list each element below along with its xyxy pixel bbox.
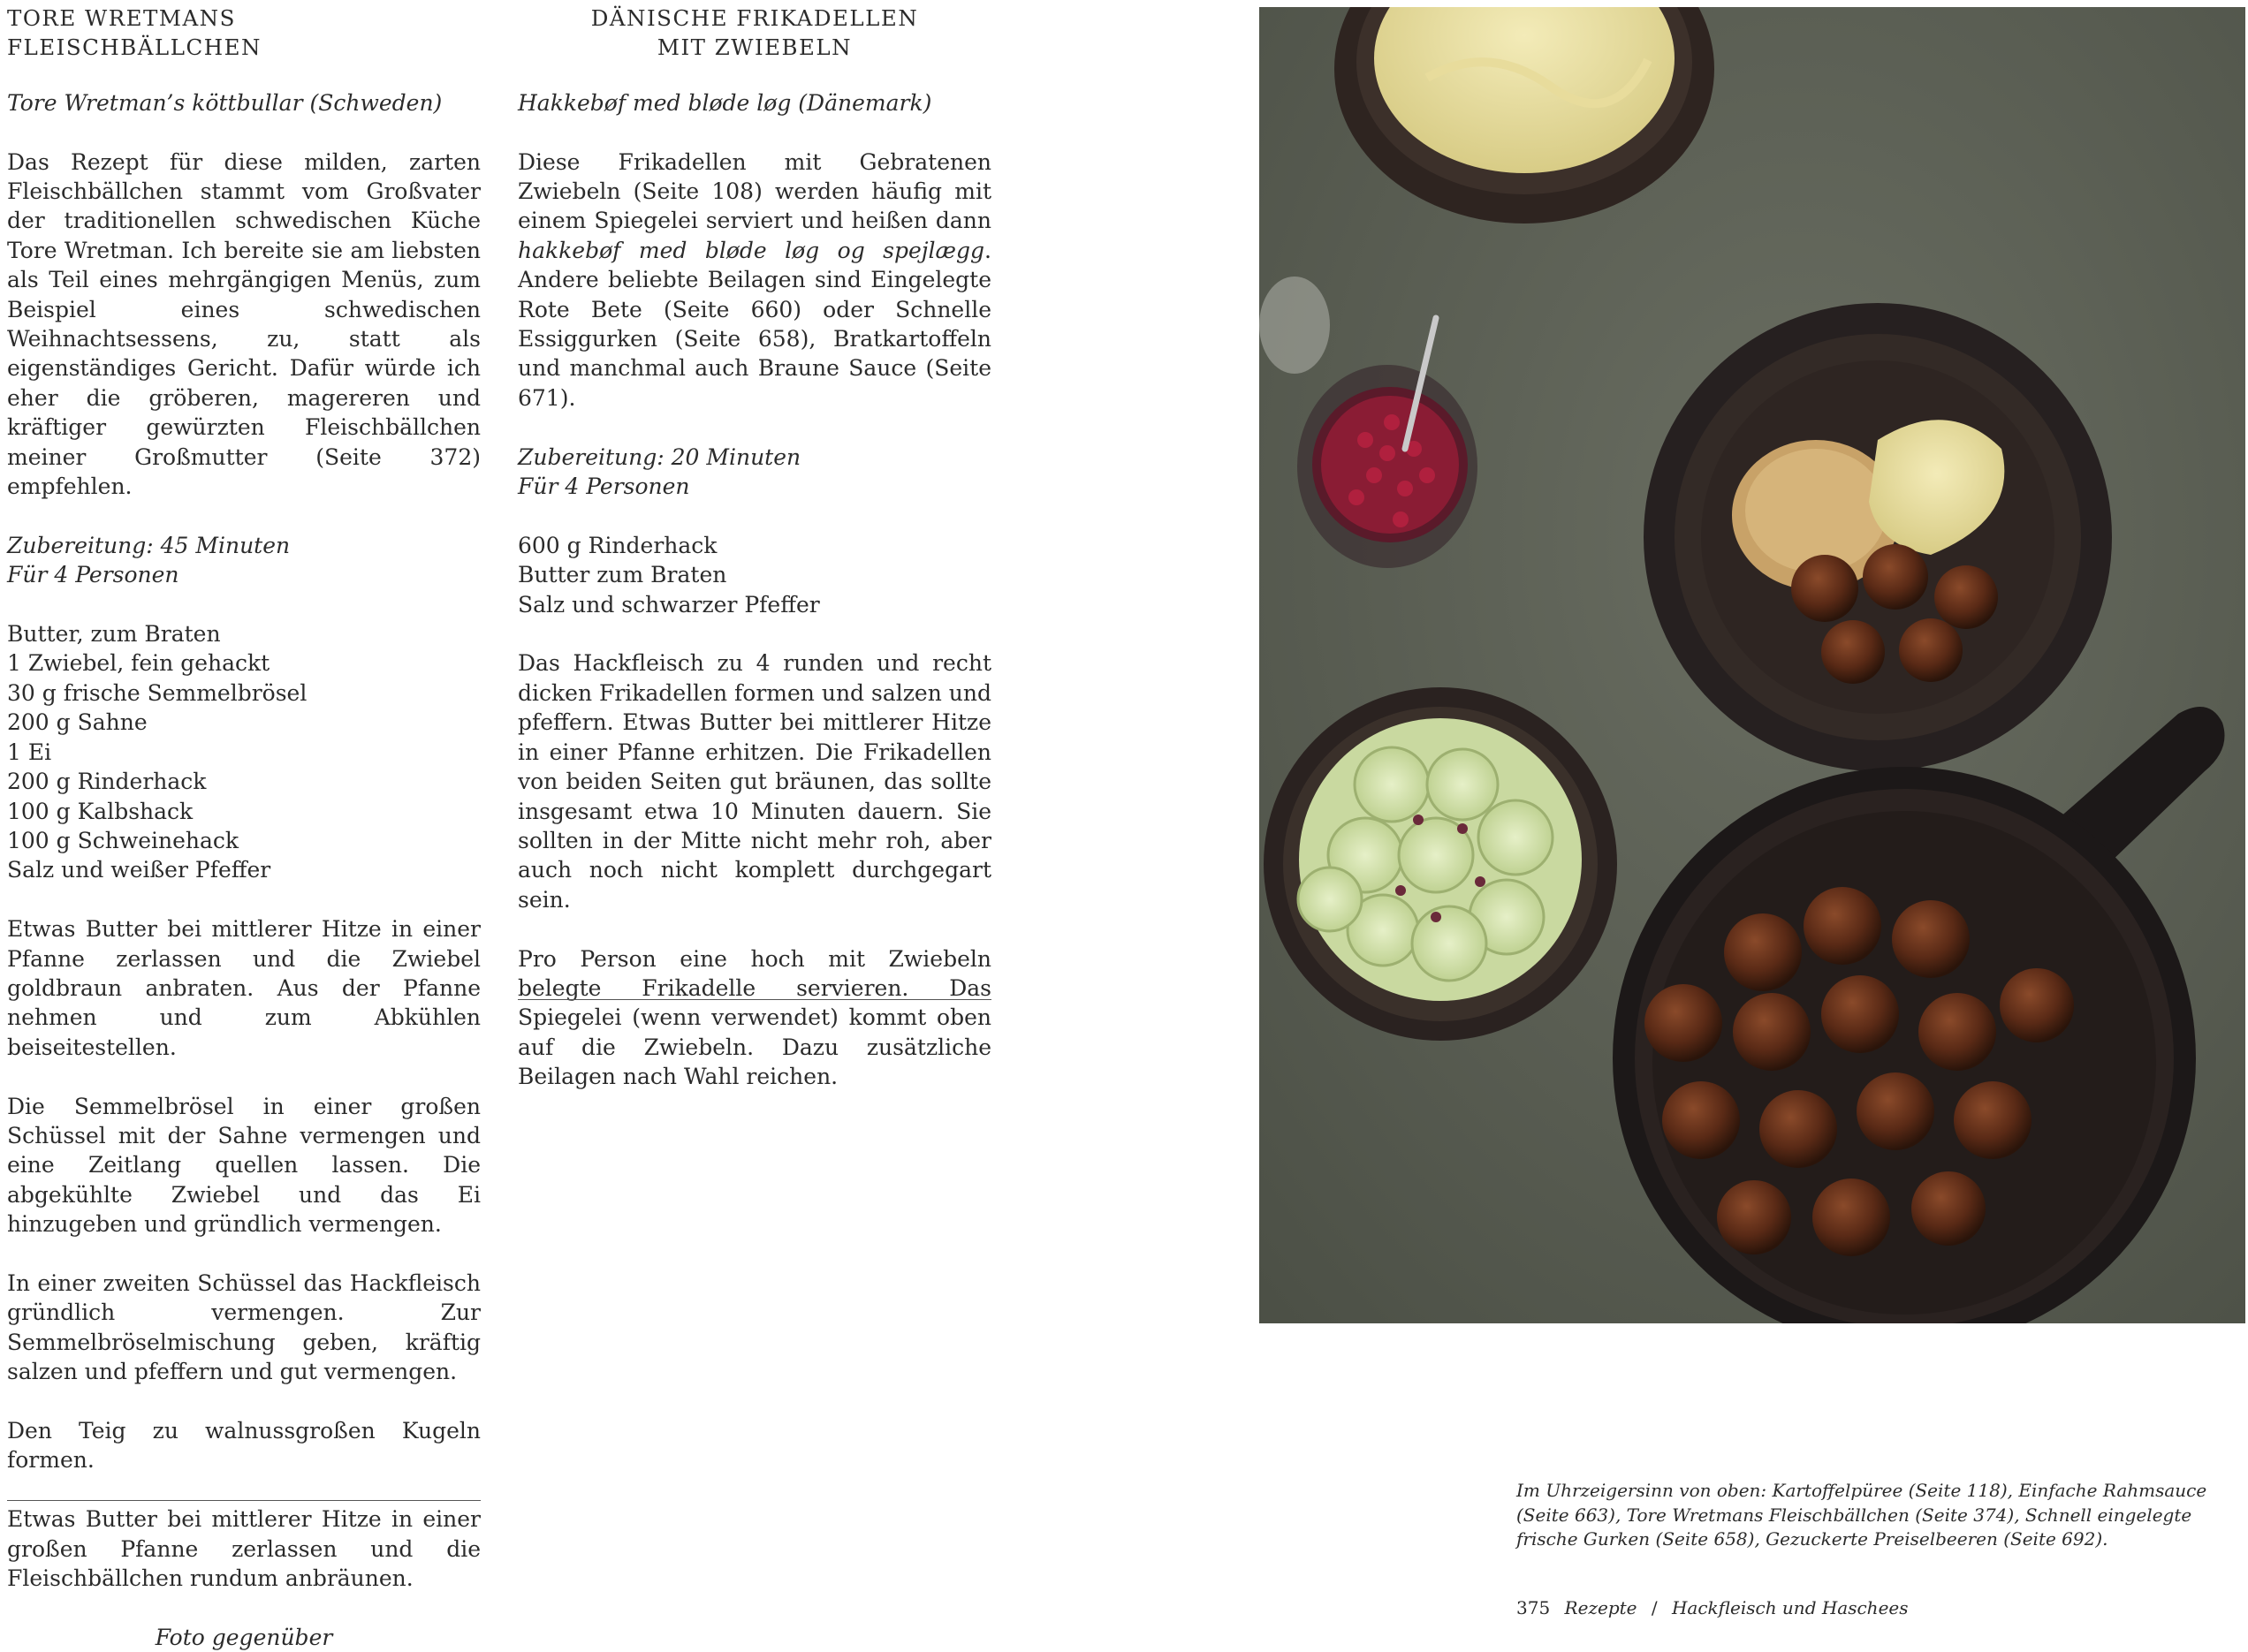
ingredient: 600 g Rinderhack bbox=[518, 532, 718, 558]
recipe-1-title: TORE WRETMANS FLEISCHBÄLLCHEN bbox=[7, 5, 262, 61]
ingredient: 1 Zwiebel, fein gehackt bbox=[7, 650, 270, 677]
cucumber-salad-bowl bbox=[1264, 687, 1617, 1041]
footer-separator: / bbox=[1651, 1597, 1658, 1618]
recipe-1-step: Etwas Butter bei mittlerer Hitze in einer Pfanne zerlassen und die Zwiebel goldbraun anbraten. Aus der Pfanne nehmen und zum Abkühlen beiseitestellen. bbox=[7, 916, 481, 1060]
recipe-1-intro: Das Rezept für diese milden, zarten Fleischbällchen stammt vom Großvater der traditionellen schwedischen Küche Tore Wretman. Ich bereite sie am liebsten als Teil eines mehrgängigen Menüs, zum Beispiel eines schwedischen Weihnachtsessens, zu, statt als eigenständiges Gericht. Dafür würde ich eher die gröberen, magereren und kräftiger gewürzten Fleischbällchen meiner Großmutter (Seite 372) empfehlen. bbox=[7, 148, 481, 500]
recipe-1-step: Den Teig zu walnussgroßen Kugeln formen. bbox=[7, 1417, 481, 1474]
recipe-1-step: Die Semmelbrösel in einer großen Schüssel mit der Sahne vermengen und eine Zeitlang quellen lassen. Die abgekühlte Zwiebel und das Ei hinzugeben und gründlich vermengen. bbox=[7, 1093, 481, 1238]
ingredient: Salz und weißer Pfeffer bbox=[7, 857, 271, 883]
ingredient: Butter zum Braten bbox=[518, 562, 727, 588]
recipe-1-column bbox=[7, 0, 481, 1652]
recipe-1-step: In einer zweiten Schüssel das Hackfleisch gründlich vermengen. Zur Semmelbröselmischung geben, kräftig salzen und pfeffern und gut vermengen. bbox=[7, 1269, 481, 1385]
food-photo bbox=[1259, 7, 2245, 1323]
recipe-2-subtitle: Hakkebøf med bløde løg (Dänemark) bbox=[518, 89, 932, 116]
recipe-2-intro: Diese Frikadellen mit Gebratenen Zwiebeln (Seite 108) werden häufig mit einem Spiegelei serviert und heißen dann hakkebøf med bløde løg og spejlægg. Andere beliebte Beilagen sind Eingelegte Rote Bete (Seite 660) oder Schnelle Essiggurken (Seite 658), Bratkartoffeln und manchmal auch Braune Sauce (Seite 671). bbox=[518, 148, 991, 411]
footer-section: Rezepte bbox=[1564, 1597, 1637, 1618]
ingredient: 200 g Sahne bbox=[7, 709, 148, 736]
ingredient: 30 g frische Semmelbrösel bbox=[7, 679, 308, 706]
recipe-2-end-rule bbox=[518, 999, 991, 1000]
recipe-2-title-line-2: MIT ZWIEBELN bbox=[657, 34, 853, 61]
ingredient: 200 g Rinderhack bbox=[7, 769, 207, 795]
recipe-1-prep-time: Zubereitung: 45 Minuten bbox=[7, 532, 291, 558]
ingredient: 100 g Schweinehack bbox=[7, 827, 239, 853]
photo-caption: Im Uhrzeigersinn von oben: Kartoffelpüree (Seite 118), Einfache Rahmsauce (Seite 663), Tore Wretmans Fleischbällchen (Seite 374), Schnell eingelegte frische Gurken (Seite 658), Gezuckerte Preiselbeeren (Seite 692). bbox=[1516, 1480, 2207, 1550]
ingredient: Butter, zum Braten bbox=[7, 621, 221, 648]
footer-chapter: Hackfleisch und Haschees bbox=[1671, 1597, 1909, 1618]
recipe-2-title-line-1: DÄNISCHE FRIKADELLEN bbox=[590, 5, 919, 31]
page-number: 375 bbox=[1516, 1597, 1551, 1618]
recipe-1-end-rule bbox=[7, 1500, 481, 1501]
ingredient: 1 Ei bbox=[7, 739, 52, 765]
recipe-2-servings: Für 4 Personen bbox=[518, 474, 690, 500]
ingredient: Salz und schwarzer Pfeffer bbox=[518, 591, 820, 618]
recipe-1-step: Etwas Butter bei mittlerer Hitze in einer großen Pfanne zerlassen und die Fleischbällchen rundum anbräunen. bbox=[7, 1506, 481, 1591]
recipe-2-prep-time: Zubereitung: 20 Minuten bbox=[518, 443, 801, 470]
recipe-1-servings: Für 4 Personen bbox=[7, 562, 179, 588]
plate-with-meatballs bbox=[1644, 303, 2112, 771]
recipe-1-subtitle: Tore Wretman’s köttbullar (Schweden) bbox=[7, 89, 443, 116]
ingredient: 100 g Kalbshack bbox=[7, 798, 194, 824]
recipe-2-step: Das Hackfleisch zu 4 runden und recht dicken Frikadellen formen und salzen und pfeffern. Etwas Butter bei mittlerer Hitze in einer Pfanne erhitzen. Die Frikadellen von beiden Seiten gut bräunen, das sollte insgesamt etwa 10 Minuten dauern. Sie sollten in der Mitte nicht mehr roh, aber auch noch nicht komplett durchgegart sein. bbox=[518, 650, 991, 913]
page-footer bbox=[1516, 1597, 1918, 1618]
recipe-2-ingredients bbox=[518, 531, 991, 619]
recipe-1-ingredients bbox=[7, 619, 481, 885]
recipe-2-step: Pro Person eine hoch mit Zwiebeln belegte Frikadelle servieren. Das Spiegelei (wenn verwendet) kommt oben auf die Zwiebeln. Dazu zusätzliche Beilagen nach Wahl reichen. bbox=[518, 945, 991, 1090]
photo-reference-note: Foto gegenüber bbox=[155, 1624, 333, 1650]
recipe-2-column bbox=[518, 0, 991, 1092]
